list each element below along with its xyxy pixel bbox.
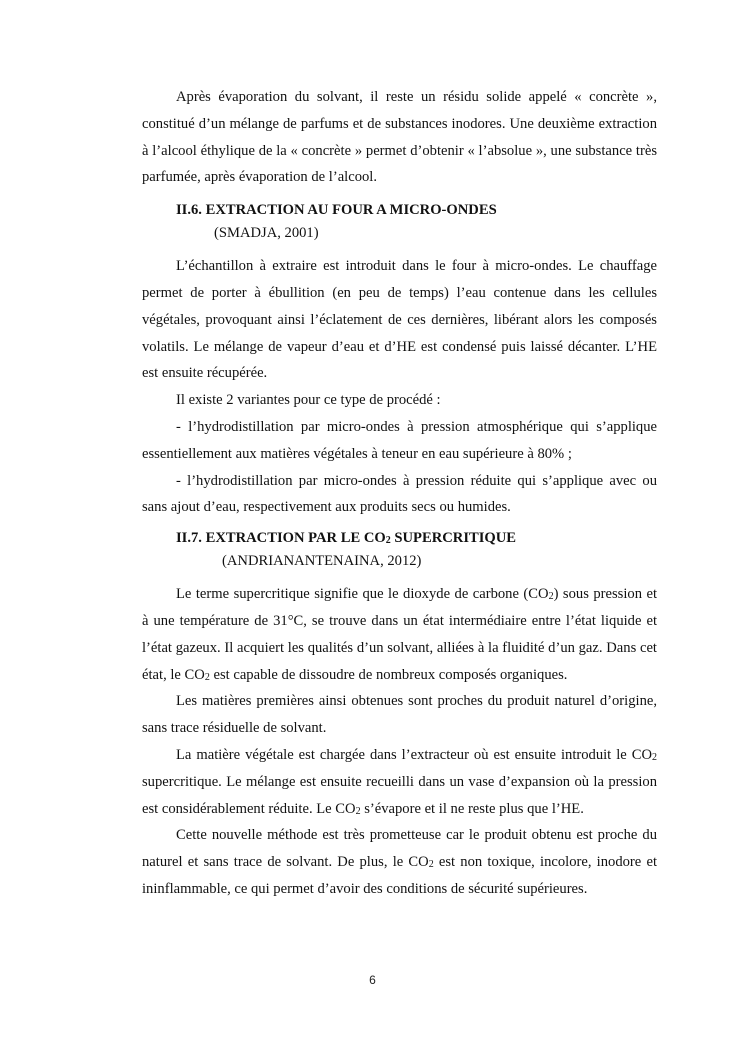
variants-intro: Il existe 2 variantes pour ce type de procédé : xyxy=(176,392,441,409)
raw-materials-paragraph: Les matières premières ainsi obtenues sont proches du produit naturel d’origine, sans trace résiduelle de solvant. xyxy=(142,693,657,737)
method-advantages-paragraph: Cette nouvelle méthode est très prometteuse car le produit obtenu est proche du naturel et sans trace de solvant. De plus, le $CO_2$ est non toxique, incolore, inodore et ininflammable, ce qui permet d’avoir des conditions de sécurité supérieures. xyxy=(142,827,657,897)
section-heading-supercritical: II.7. EXTRACTION PAR LE $CO_2$ SUPERCRITIQUE xyxy=(176,530,517,547)
supercritical-definition-paragraph: Le terme supercritique signifie que le dioxyde de carbone $(CO_2)$ sous pression et à une température de 31°C, se trouve dans un état intermédiaire entre l’état liquide et l’état gazeux. Il acquiert les qualités d’un solvant, alliées à la fluidité d’un gaz. Dans cet état, le $CO_2$ est capable de dissoudre de nombreux composés organiques. xyxy=(142,586,657,683)
intro-paragraph: Après évaporation du solvant, il reste un résidu solide appelé « concrète », constitué d’un mélange de parfums et de substances inodores. Une deuxième extraction à l’alcool éthylique de la « concrète » permet d’obtenir « l’absolue », une substance très parfumée, après évaporation de l’alcool. xyxy=(142,89,657,186)
section-reference-smadja: (SMADJA, 2001) xyxy=(214,225,319,242)
extraction-process-paragraph: La matière végétale est chargée dans l’extracteur où est ensuite introduit le $CO_2$ supercritique. Le mélange est ensuite recueilli dans un vase d’expansion où la pression est considérablement réduite. Le $CO_2$ s’évapore et il ne reste plus que l’HE. xyxy=(142,746,657,817)
section-reference-andrianantenaina: (ANDRIANANTENAINA, 2012) xyxy=(222,553,422,570)
variant-reduced-pressure: - l’hydrodistillation par micro-ondes à pression réduite qui s’applique avec ou sans ajout d’eau, respectivement aux produits secs ou humides. xyxy=(142,472,657,516)
page-number: 6 xyxy=(369,973,376,987)
microwave-paragraph: L’échantillon à extraire est introduit dans le four à micro-ondes. Le chauffage permet de porter à ébullition (en peu de temps) l’eau contenue dans les cellules végétales, provoquant ainsi l’éclatement de ces dernières, libérant alors les composés volatils. Le mélange de vapeur d’eau et d’HE est condensé puis laissé décanter. L’HE est ensuite récupérée. xyxy=(142,258,657,382)
variant-atmospheric: - l’hydrodistillation par micro-ondes à pression atmosphérique qui s’applique essentiellement aux matières végétales à teneur en eau supérieure à 80% ; xyxy=(142,418,657,462)
page-content xyxy=(142,84,657,903)
section-heading-microwave: II.6. EXTRACTION AU FOUR A MICRO-ONDES xyxy=(176,202,497,219)
